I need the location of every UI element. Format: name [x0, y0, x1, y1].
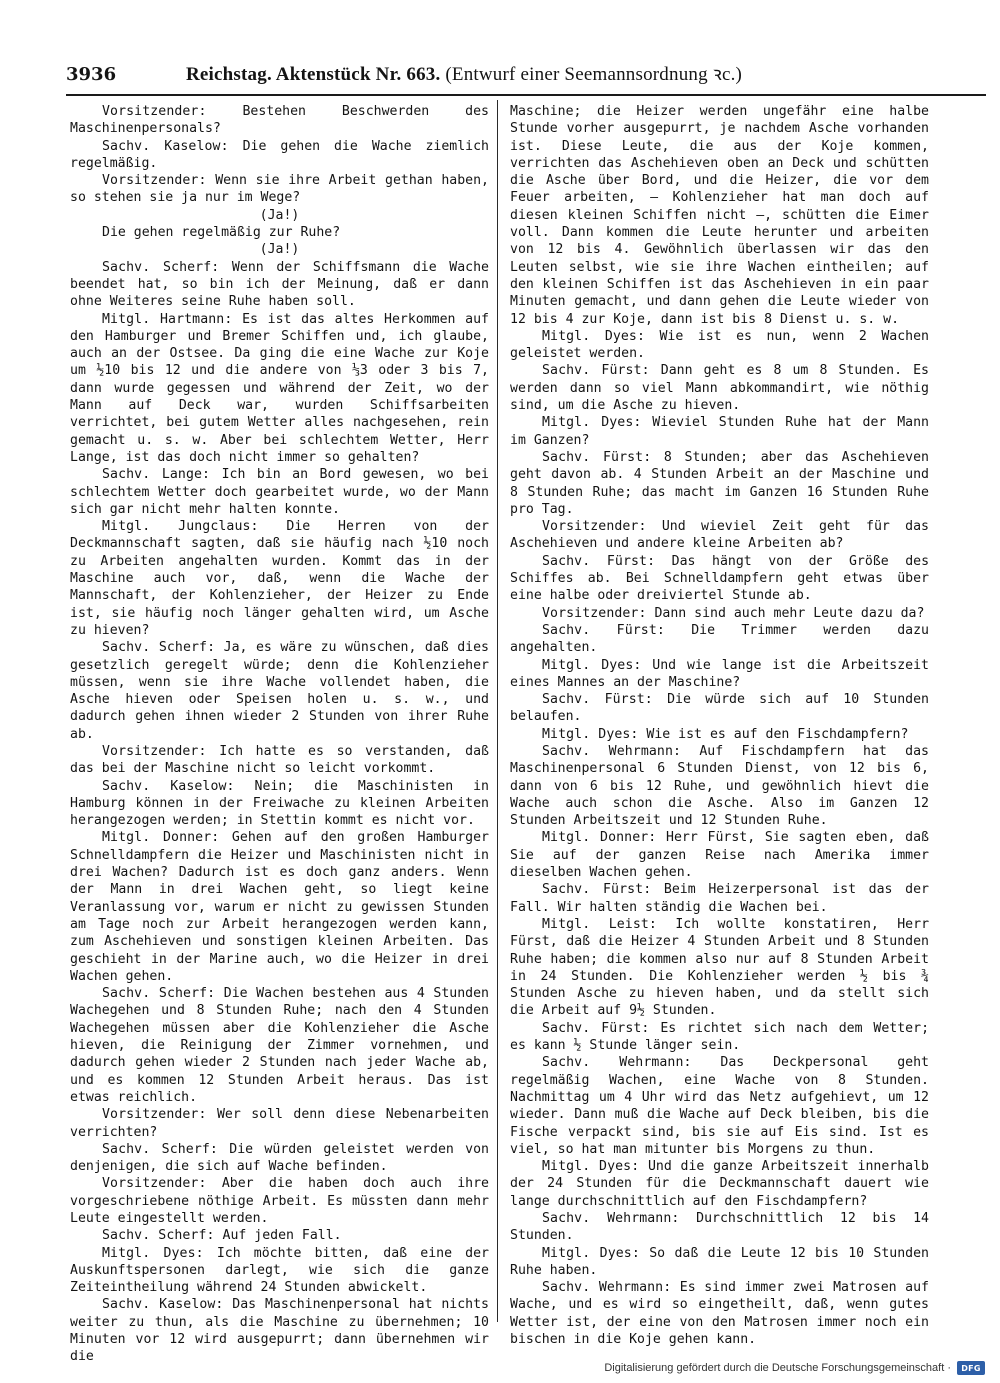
paragraph-text: Die würden geleistet werden von denjenigen, die sich auf Wache befinden. — [70, 1141, 489, 1175]
speaker-name: Mitgl. Dyes: — [542, 1159, 640, 1175]
speaker-name: Mitgl. Jungclaus: — [102, 519, 259, 535]
speaker-name: Sachv. Fürst: — [542, 882, 652, 898]
paragraph-text: Und wie lange ist die Arbeitszeit eines Mannes an der Maschine? — [510, 657, 929, 690]
speaker-name: Sachv. Fürst: — [542, 363, 650, 379]
paragraph — [70, 172, 489, 207]
paragraph — [70, 103, 489, 138]
paragraph — [70, 1227, 489, 1244]
paragraph — [510, 328, 929, 363]
speaker-name: Sachv. Wehrmann: — [542, 1211, 680, 1226]
paragraph-text: Das hängt von der Größe des Schiffes ab. Bei Schnelldampfern geht etwas über eine halbe oder dreiviertel Stunde ab. — [510, 553, 930, 604]
paragraph — [510, 1020, 929, 1055]
paragraph — [510, 916, 929, 1020]
speaker-name: Sachv. Scherf: — [102, 986, 216, 1002]
paragraph — [70, 639, 489, 743]
paragraph-text: Die Trimmer werden dazu angehalten. — [510, 622, 929, 656]
paragraph — [510, 1158, 929, 1210]
speaker-name: Sachv. Fürst: — [542, 1020, 650, 1036]
speaker-name: Sachv. Kaselow: — [102, 778, 235, 794]
paragraph — [510, 691, 929, 726]
paragraph-text: Wer soll denn diese Nebenarbeiten verrichten? — [70, 1107, 489, 1140]
speaker-name: Mitgl. Hartmann: — [102, 311, 233, 327]
paragraph — [510, 605, 929, 622]
speaker-name: Sachv. Wehrmann: — [542, 743, 682, 759]
paragraph-text: Die gehen die Wache ziemlich regelmäßig. — [70, 138, 490, 171]
page-number: 3936 — [66, 64, 117, 85]
paragraph — [510, 1279, 929, 1348]
paragraph — [70, 1141, 489, 1176]
paragraph-text: (Ja!) — [259, 242, 300, 258]
paragraph — [510, 362, 929, 414]
footer-funding-note: Digitalisierung gefördert durch die Deutsche Forschungsgemeinschaft · — [604, 1362, 951, 1374]
speaker-name: Vorsitzender: — [102, 104, 207, 119]
paragraph — [70, 466, 489, 518]
paragraph — [510, 657, 929, 692]
paragraph — [510, 414, 929, 449]
speaker-name: Sachv. Fürst: — [542, 692, 653, 708]
paragraph — [510, 1210, 929, 1245]
speaker-name: Mitgl. Dyes: — [542, 1245, 640, 1261]
paragraph-text: Nein; die Maschinisten in Hamburg können in der Freiwache zu kleinen Arbeiten herangezogen werden; in Stettin kommt es nicht vor. — [70, 778, 489, 829]
paragraph — [70, 985, 489, 1106]
paragraph-text: Das Maschinenpersonal hat nichts weiter zu thun, als die Maschine zu übernehmen; 10 Minuten vor 12 wird ausgepurrt; dann übernehmen wir die — [70, 1297, 490, 1365]
paragraph-text: Und wieviel Zeit geht für das Aschehieven und andere kleine Arbeiten ab? — [510, 519, 929, 552]
speaker-name: Vorsitzender: — [542, 519, 647, 535]
paragraph-text: Wenn sie ihre Arbeit gethan haben, so stehen sie ja nur im Wege? — [70, 173, 489, 206]
speaker-name: Mitgl. Donner: — [542, 830, 657, 846]
header-rule — [66, 94, 986, 96]
paragraph-text: Ich bin an Bord gewesen, wo bei schlechtem Wetter doch gearbeitet wurde, wo der Mann sich gar nicht mehr halten konnte. — [70, 467, 489, 517]
speaker-name: Sachv. Wehrmann: — [542, 1055, 692, 1071]
speaker-name: Sachv. Fürst: — [542, 553, 656, 569]
paragraph-text: Herr Fürst, Sie sagten eben, daß Sie auf der ganzen Reise nach Amerika immer dieselben Wachen gehen. — [510, 830, 929, 881]
speaker-name: Vorsitzender: — [542, 605, 647, 621]
paragraph — [70, 743, 489, 778]
speaker-name: Sachv. Wehrmann: — [542, 1280, 672, 1296]
paragraph — [70, 518, 489, 639]
speaker-name: Vorsitzender: — [102, 173, 207, 189]
speaker-name: Vorsitzender: — [102, 1107, 207, 1123]
speaker-name: Mitgl. Dyes: — [542, 657, 642, 673]
paragraph-text: Dann sind auch mehr Leute dazu da? — [646, 605, 925, 621]
paragraph — [70, 241, 489, 258]
paragraph-text: Dann geht es 8 um 8 Stunden. Es werden dann so viel Mann abkommandirt, wie nöthig sind, um die Asche zu hieven. — [510, 363, 929, 414]
speaker-name: Mitgl. Dyes: — [102, 1245, 204, 1261]
paragraph-text: Bestehen Beschwerden des Maschinenpersonals? — [70, 104, 489, 137]
paragraph-text: Ich wollte konstatiren, Herr Fürst, daß die Heizer 4 Stunden Arbeit und 8 Stunden Ruhe haben; die kommen also nur auf 8 Stunden Arbeit in 24 Stunden. Die Kohlenzieher werden ½ bis ¾ Stunden Asche zu hieven haben, und da stellt sich die Arbeit auf 9½ Stunden. — [510, 916, 930, 1019]
speaker-name: Sachv. Fürst: — [542, 449, 652, 465]
paragraph-text: Die gehen regelmäßig zur Ruhe? — [102, 225, 341, 241]
paragraph-text: Wieviel Stunden Ruhe hat der Mann im Ganzen? — [510, 415, 929, 448]
speaker-name: Mitgl. Leist: — [542, 916, 657, 932]
running-title-subtitle: (Entwurf einer Seemannsordnung ꝛc.) — [445, 64, 743, 85]
paragraph-text: Die würde sich auf 10 Stunden belaufen. — [510, 692, 929, 725]
paragraph-text: Es richtet sich nach dem Wetter; es kann ½ Stunde länger sein. — [510, 1020, 930, 1054]
paragraph — [510, 881, 929, 916]
paragraph — [70, 1175, 489, 1227]
left-column — [70, 103, 489, 1366]
paragraph — [70, 829, 489, 985]
paragraph — [510, 553, 929, 605]
paragraph-text: Die Herren von der Deckmannschaft sagten, daß sie häufig nach ½10 noch zu Arbeiten angehalten wurden. Kommt das in der Maschine auch vor, daß, wenn die Wache der Mannschaft, der Kohlenzieher, der Heizer zu Ende ist, sie häufig noch länger gehalten wird, um Asche zu hieven? — [70, 519, 489, 638]
paragraph — [510, 829, 929, 881]
paragraph-text: So daß die Leute 12 bis 10 Stunden Ruhe haben. — [510, 1245, 929, 1278]
speaker-name: Sachv. Scherf: — [102, 1228, 215, 1244]
paragraph-text: Beim Heizerpersonal ist das der Fall. Wir halten ständig die Wachen bei. — [510, 882, 929, 915]
speaker-name: Sachv. Scherf: — [102, 259, 220, 275]
paragraph-text: Auf Fischdampfern hat das Maschinenpersonal 6 Stunden Dienst, von 12 bis 6, dann von 6 bis 12 Ruhe, und gewöhnlich hievt die Wache auch schon die Asche. Also im Ganzen 12 Stunden Arbeitszeit und 12 Stunden Ruhe. — [510, 743, 929, 829]
paragraph — [70, 1106, 489, 1141]
paragraph — [70, 138, 489, 173]
paragraph — [70, 311, 489, 467]
paragraph — [510, 743, 929, 829]
paragraph-text: Die Wachen bestehen aus 4 Stunden Wachegehen und 8 Stunden Ruhe; nach den 4 Stunden Wachegehen müssen aber die Kohlenzieher die Asche hieven, die Reinigung der Zimmer vornehmen, und dadurch gehen wieder 2 Stunden nach jeder Wache ab, und es kommen 12 Stunden Arbeit heraus. Das ist etwas reichlich. — [70, 986, 489, 1105]
paragraph — [70, 224, 489, 241]
paragraph — [510, 518, 929, 553]
paragraph-text: Ich möchte bitten, daß eine der Auskunftspersonen darlegt, wie sich die ganze Zeiteintheilung während 24 Stunden abwickelt. — [70, 1245, 489, 1296]
speaker-name: Mitgl. Donner: — [102, 830, 220, 846]
paragraph-text: Wie ist es nun, wenn 2 Wachen geleistet werden. — [510, 328, 929, 362]
paragraph-text: Durchschnittlich 12 bis 14 Stunden. — [510, 1211, 929, 1244]
paragraph-text: Es sind immer zwei Matrosen auf Wache, und es wird so eingetheilt, daß, wenn gutes Wetter ist, der eine von den Matrosen immer noch ein bischen in die Koje gehen kann. — [510, 1280, 929, 1348]
right-column — [510, 103, 929, 1348]
running-title — [186, 60, 742, 86]
paragraph-text: Und die ganze Arbeitszeit innerhalb der 24 Stunden für die Deckmannschaft dauert wie lange durchschnittlich auf den Fischdampfern? — [510, 1159, 929, 1209]
paragraph-text: Ich hatte es so verstanden, daß das bei der Maschine nicht so leicht vorkommt. — [70, 743, 489, 777]
paragraph-text: Das Deckpersonal geht regelmäßig Wachen, eine Wache von 8 Stunden. Nachmittag um 4 Uhr wird das Netz aufgehievt, um 12 wieder. Dann muß die Wache auf Deck bleiben, bis die Fische verpackt sind, bis sie auf Eis sind. Ist es viel, so hat man mitunter bis Morgens zu thun. — [510, 1055, 929, 1157]
paragraph — [510, 449, 929, 518]
speaker-name: Mitgl. Dyes: — [542, 415, 642, 431]
paragraph — [510, 622, 929, 657]
paragraph — [70, 207, 489, 224]
paragraph — [510, 1245, 929, 1280]
paragraph — [510, 103, 929, 328]
paragraph-text: Wenn der Schiffsmann die Wache beendet hat, so bin ich der Meinung, daß er dann ohne Weiteres seine Ruhe haben soll. — [70, 259, 489, 310]
paragraph — [510, 1054, 929, 1158]
paragraph-text: Wie ist es auf den Fischdampfern? — [638, 726, 909, 742]
paragraph — [70, 1245, 489, 1297]
speaker-name: Vorsitzender: — [102, 743, 207, 759]
speaker-name: Sachv. Kaselow: — [102, 1297, 224, 1313]
running-title-main: Reichstag. Aktenstück Nr. 663. — [186, 64, 441, 85]
paragraph-text: (Ja!) — [259, 207, 300, 223]
paragraph — [70, 259, 489, 311]
speaker-name: Sachv. Scherf: — [102, 640, 216, 656]
speaker-name: Sachv. Fürst: — [542, 622, 665, 638]
paragraph-text: Es ist das altes Herkommen auf den Hamburger und Bremer Schiffen und, ich glaube, auch an der Ostsee. Da ging die eine Wache zur Koje um ½10 bis 12 und die andere von ⅓3 oder 3 bis 7, dann wurde gegessen und während der Zeit, wo der Mann auf Deck war, wurden Schiffsarbeiten verrichtet, bei gutem Wetter alles nachgesehen, rein gemacht u. s. w. Aber bei schlechtem Wetter, Herr Lange, ist das doch nicht immer so gehalten? — [70, 311, 489, 465]
speaker-name: Vorsitzender: — [102, 1176, 207, 1192]
speaker-name: Sachv. Scherf: — [102, 1141, 218, 1157]
paragraph — [70, 1296, 489, 1365]
dfg-logo: DFG — [957, 1361, 985, 1375]
paragraph-text: Ja, es wäre zu wünschen, daß dies gesetzlich geregelt würde; denn die Kohlenzieher müssen, wenn sie ihre Wache vollendet haben, die Asche hieven oder Speisen holen u. s. w., und dadurch gehen ihnen wieder 2 Stunden von ihrer Ruhe ab. — [70, 640, 489, 742]
paragraph-text: Aber die haben doch auch ihre vorgeschriebene nöthige Arbeit. Es müssten dann mehr Leute eingestellt werden. — [70, 1176, 489, 1226]
footer — [600, 1358, 985, 1378]
page-header — [66, 60, 986, 86]
paragraph — [70, 778, 489, 830]
paragraph-text: Maschine; die Heizer werden ungefähr eine halbe Stunde vorher ausgepurrt, je nachdem Asche vorhanden ist. Diese Leute, die aus der Koje kommen, verrichten das Aschehieven oben an Deck und schütten die Asche über Bord, und die Heizer, die vor dem Feuer arbeiten, — Kohlenzieher hat man doch auf diesen kleinen Schiffen nicht —, schütten die Eimer voll. Dann kommen die Leute herunter und arbeiten von 12 bis 4. Gewöhnlich überlassen wir das den Leuten selbst, wie sie ihre Wachen eintheilen; auf den kleinen Schiffen ist das Aschehieven in ein paar Minuten gemacht, und dann gehen die Leute wieder von 12 bis 4 zur Koje, dann ist bis 8 Dienst u. s. w. — [510, 104, 929, 327]
speaker-name: Mitgl. Dyes: — [542, 726, 639, 742]
speaker-name: Mitgl. Dyes: — [542, 328, 646, 344]
paragraph-text: 8 Stunden; aber das Aschehieven geht davon ab. 4 Stunden Arbeit an der Maschine und 8 Stunden Ruhe; das macht im Ganzen 16 Stunden Ruhe pro Tag. — [510, 449, 929, 517]
speaker-name: Sachv. Lange: — [102, 467, 211, 483]
paragraph-text: Gehen auf den großen Hamburger Schnelldampfern die Heizer und Maschinisten nicht in drei Wachen? Dadurch ist es doch ganz anders. Wenn der Mann in drei Wachen geht, so liegt keine Veranlassung vor, warum er nicht zu gewissen Stunden am Tage noch zur Arbeit herangezogen werden kann, zum Aschehieven und sonstigen kleinen Arbeiten. Das geschieht in der Marine auch, wo die Heizer in drei Wachen gehen. — [70, 830, 489, 984]
column-divider — [497, 100, 498, 1322]
speaker-name: Sachv. Kaselow: — [102, 138, 229, 154]
paragraph — [510, 726, 929, 743]
paragraph-text: Auf jeden Fall. — [214, 1228, 342, 1244]
